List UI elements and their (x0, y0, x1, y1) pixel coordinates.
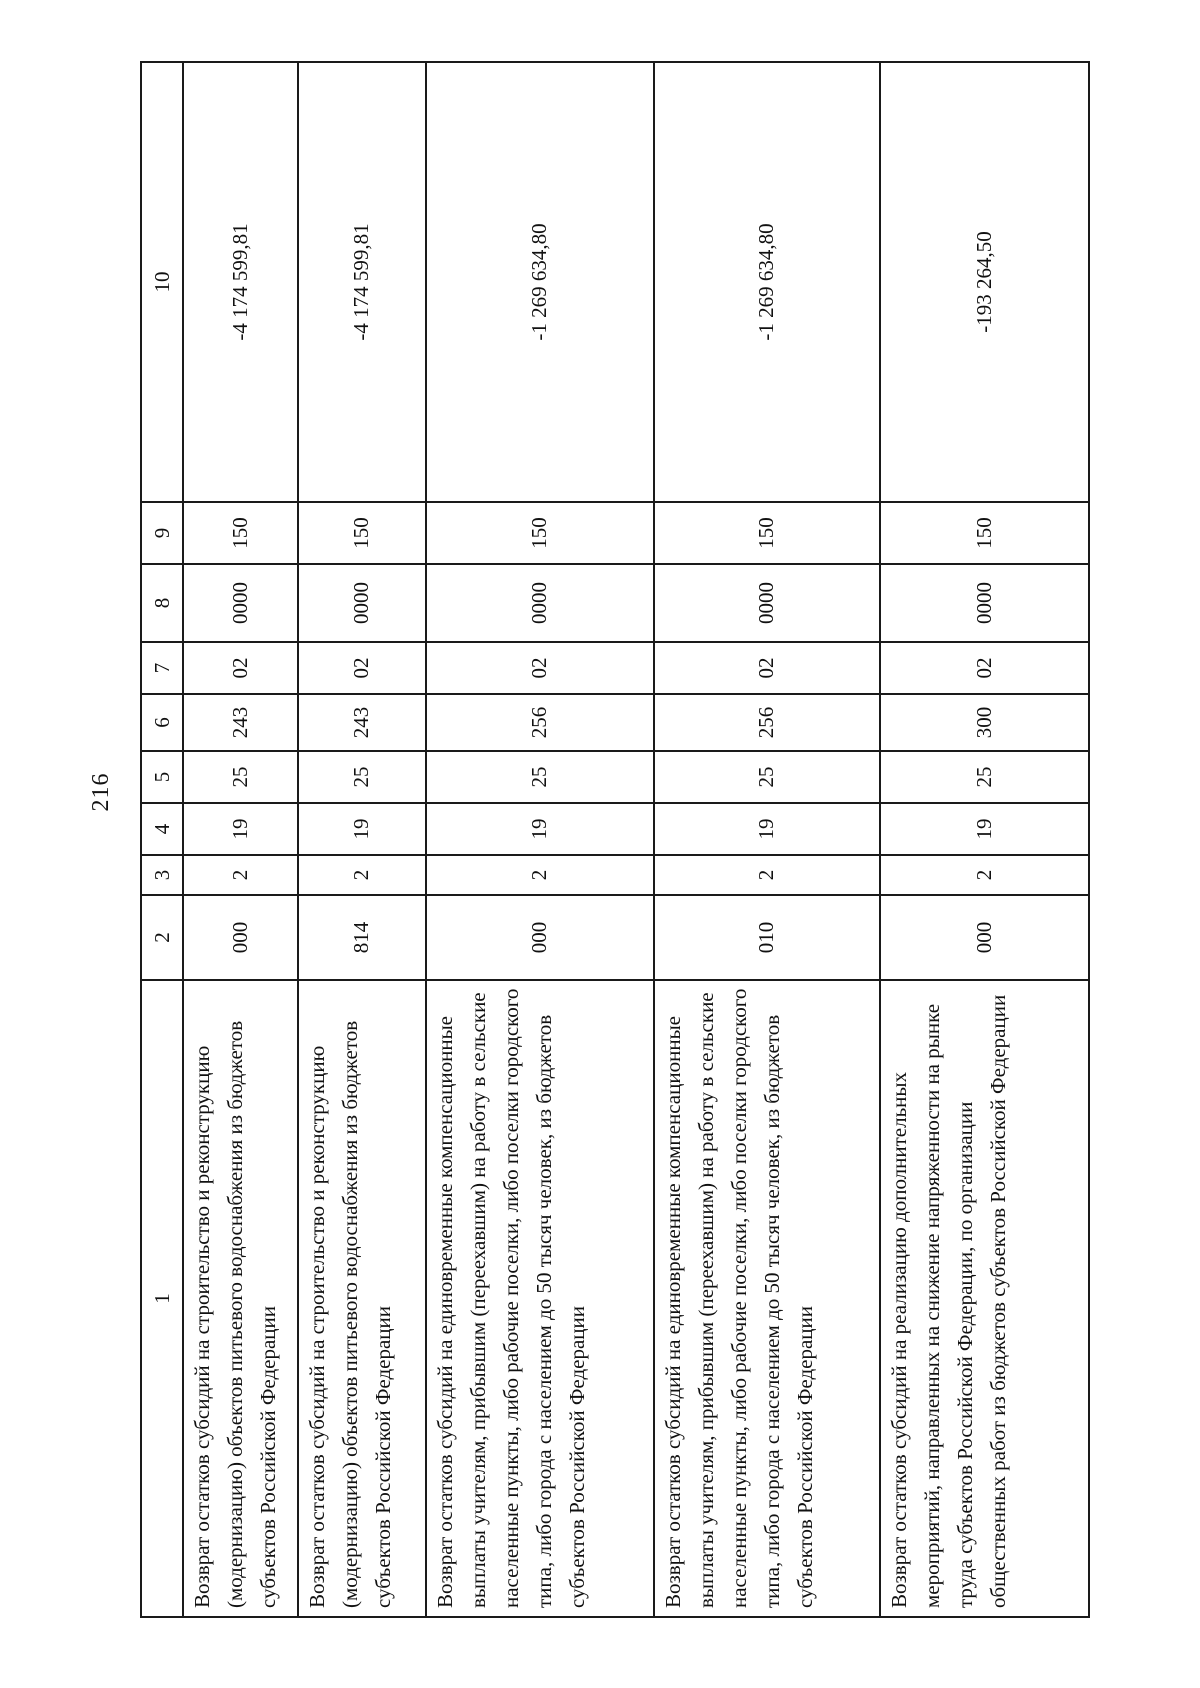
cell-c3: 2 (654, 855, 880, 895)
table-row (298, 62, 426, 1617)
cell-c8: 0000 (298, 564, 426, 642)
cell-c5: 25 (426, 751, 654, 803)
col-header-6: 6 (141, 694, 183, 751)
cell-c6: 256 (654, 694, 880, 751)
cell-c5: 25 (880, 751, 1089, 803)
cell-c6: 243 (298, 694, 426, 751)
budget-table (140, 61, 1090, 1618)
row-description: Возврат остатков субсидий на единовременные компенсационные выплаты учителям, прибывшим (переехавшим) на работу в сельские населенные пункты, либо рабочие поселки, либо поселки городского типа, либо города с населением до 50 тысяч человек, из бюджетов субъектов Российской Федерации (654, 980, 880, 1617)
cell-c4: 19 (183, 803, 298, 855)
table-row (183, 62, 298, 1617)
cell-c3: 2 (880, 855, 1089, 895)
cell-c6: 256 (426, 694, 654, 751)
cell-c8: 0000 (183, 564, 298, 642)
cell-c4: 19 (298, 803, 426, 855)
cell-c3: 2 (298, 855, 426, 895)
cell-amount: -1 269 634,80 (426, 62, 654, 502)
cell-c5: 25 (298, 751, 426, 803)
cell-amount: -1 269 634,80 (654, 62, 880, 502)
cell-c9: 150 (183, 502, 298, 564)
cell-c2: 000 (880, 895, 1089, 980)
cell-c6: 243 (183, 694, 298, 751)
cell-c5: 25 (654, 751, 880, 803)
cell-c4: 19 (654, 803, 880, 855)
cell-c9: 150 (426, 502, 654, 564)
cell-c9: 150 (298, 502, 426, 564)
cell-c7: 02 (183, 642, 298, 694)
col-header-3: 3 (141, 855, 183, 895)
cell-amount: -193 264,50 (880, 62, 1089, 502)
cell-c4: 19 (880, 803, 1089, 855)
cell-c2: 010 (654, 895, 880, 980)
cell-c4: 19 (426, 803, 654, 855)
col-header-7: 7 (141, 642, 183, 694)
cell-c9: 150 (880, 502, 1089, 564)
cell-c2: 814 (298, 895, 426, 980)
table-row (880, 62, 1089, 1617)
cell-c2: 000 (426, 895, 654, 980)
row-description: Возврат остатков субсидий на реализацию дополнительных мероприятий, направленных на снижение напряженности на рынке труда субъектов Российской Федерации, по организации общественных работ из бюджетов субъектов Российской Федерации (880, 980, 1089, 1617)
cell-amount: -4 174 599,81 (298, 62, 426, 502)
cell-c8: 0000 (426, 564, 654, 642)
col-header-1: 1 (141, 980, 183, 1617)
cell-c3: 2 (426, 855, 654, 895)
cell-c6: 300 (880, 694, 1089, 751)
table-row (426, 62, 654, 1617)
col-header-8: 8 (141, 564, 183, 642)
cell-c5: 25 (183, 751, 298, 803)
col-header-4: 4 (141, 803, 183, 855)
cell-amount: -4 174 599,81 (183, 62, 298, 502)
cell-c2: 000 (183, 895, 298, 980)
row-description: Возврат остатков субсидий на строительство и реконструкцию (модернизацию) объектов питьевого водоснабжения из бюджетов субъектов Российской Федерации (183, 980, 298, 1617)
page-number: 216 (88, 772, 114, 812)
cell-c8: 0000 (654, 564, 880, 642)
cell-c9: 150 (654, 502, 880, 564)
col-header-9: 9 (141, 502, 183, 564)
col-header-5: 5 (141, 751, 183, 803)
cell-c7: 02 (426, 642, 654, 694)
col-header-2: 2 (141, 895, 183, 980)
cell-c8: 0000 (880, 564, 1089, 642)
table-row (654, 62, 880, 1617)
header-row (141, 62, 183, 1617)
col-header-10: 10 (141, 62, 183, 502)
rotated-table-frame (140, 63, 1090, 1618)
cell-c7: 02 (298, 642, 426, 694)
cell-c7: 02 (654, 642, 880, 694)
cell-c3: 2 (183, 855, 298, 895)
row-description: Возврат остатков субсидий на строительство и реконструкцию (модернизацию) объектов питьевого водоснабжения из бюджетов субъектов Российской Федерации (298, 980, 426, 1617)
row-description: Возврат остатков субсидий на единовременные компенсационные выплаты учителям, прибывшим (переехавшим) на работу в сельские населенные пункты, либо рабочие поселки, либо поселки городского типа, либо города с населением до 50 тысяч человек, из бюджетов субъектов Российской Федерации (426, 980, 654, 1617)
cell-c7: 02 (880, 642, 1089, 694)
